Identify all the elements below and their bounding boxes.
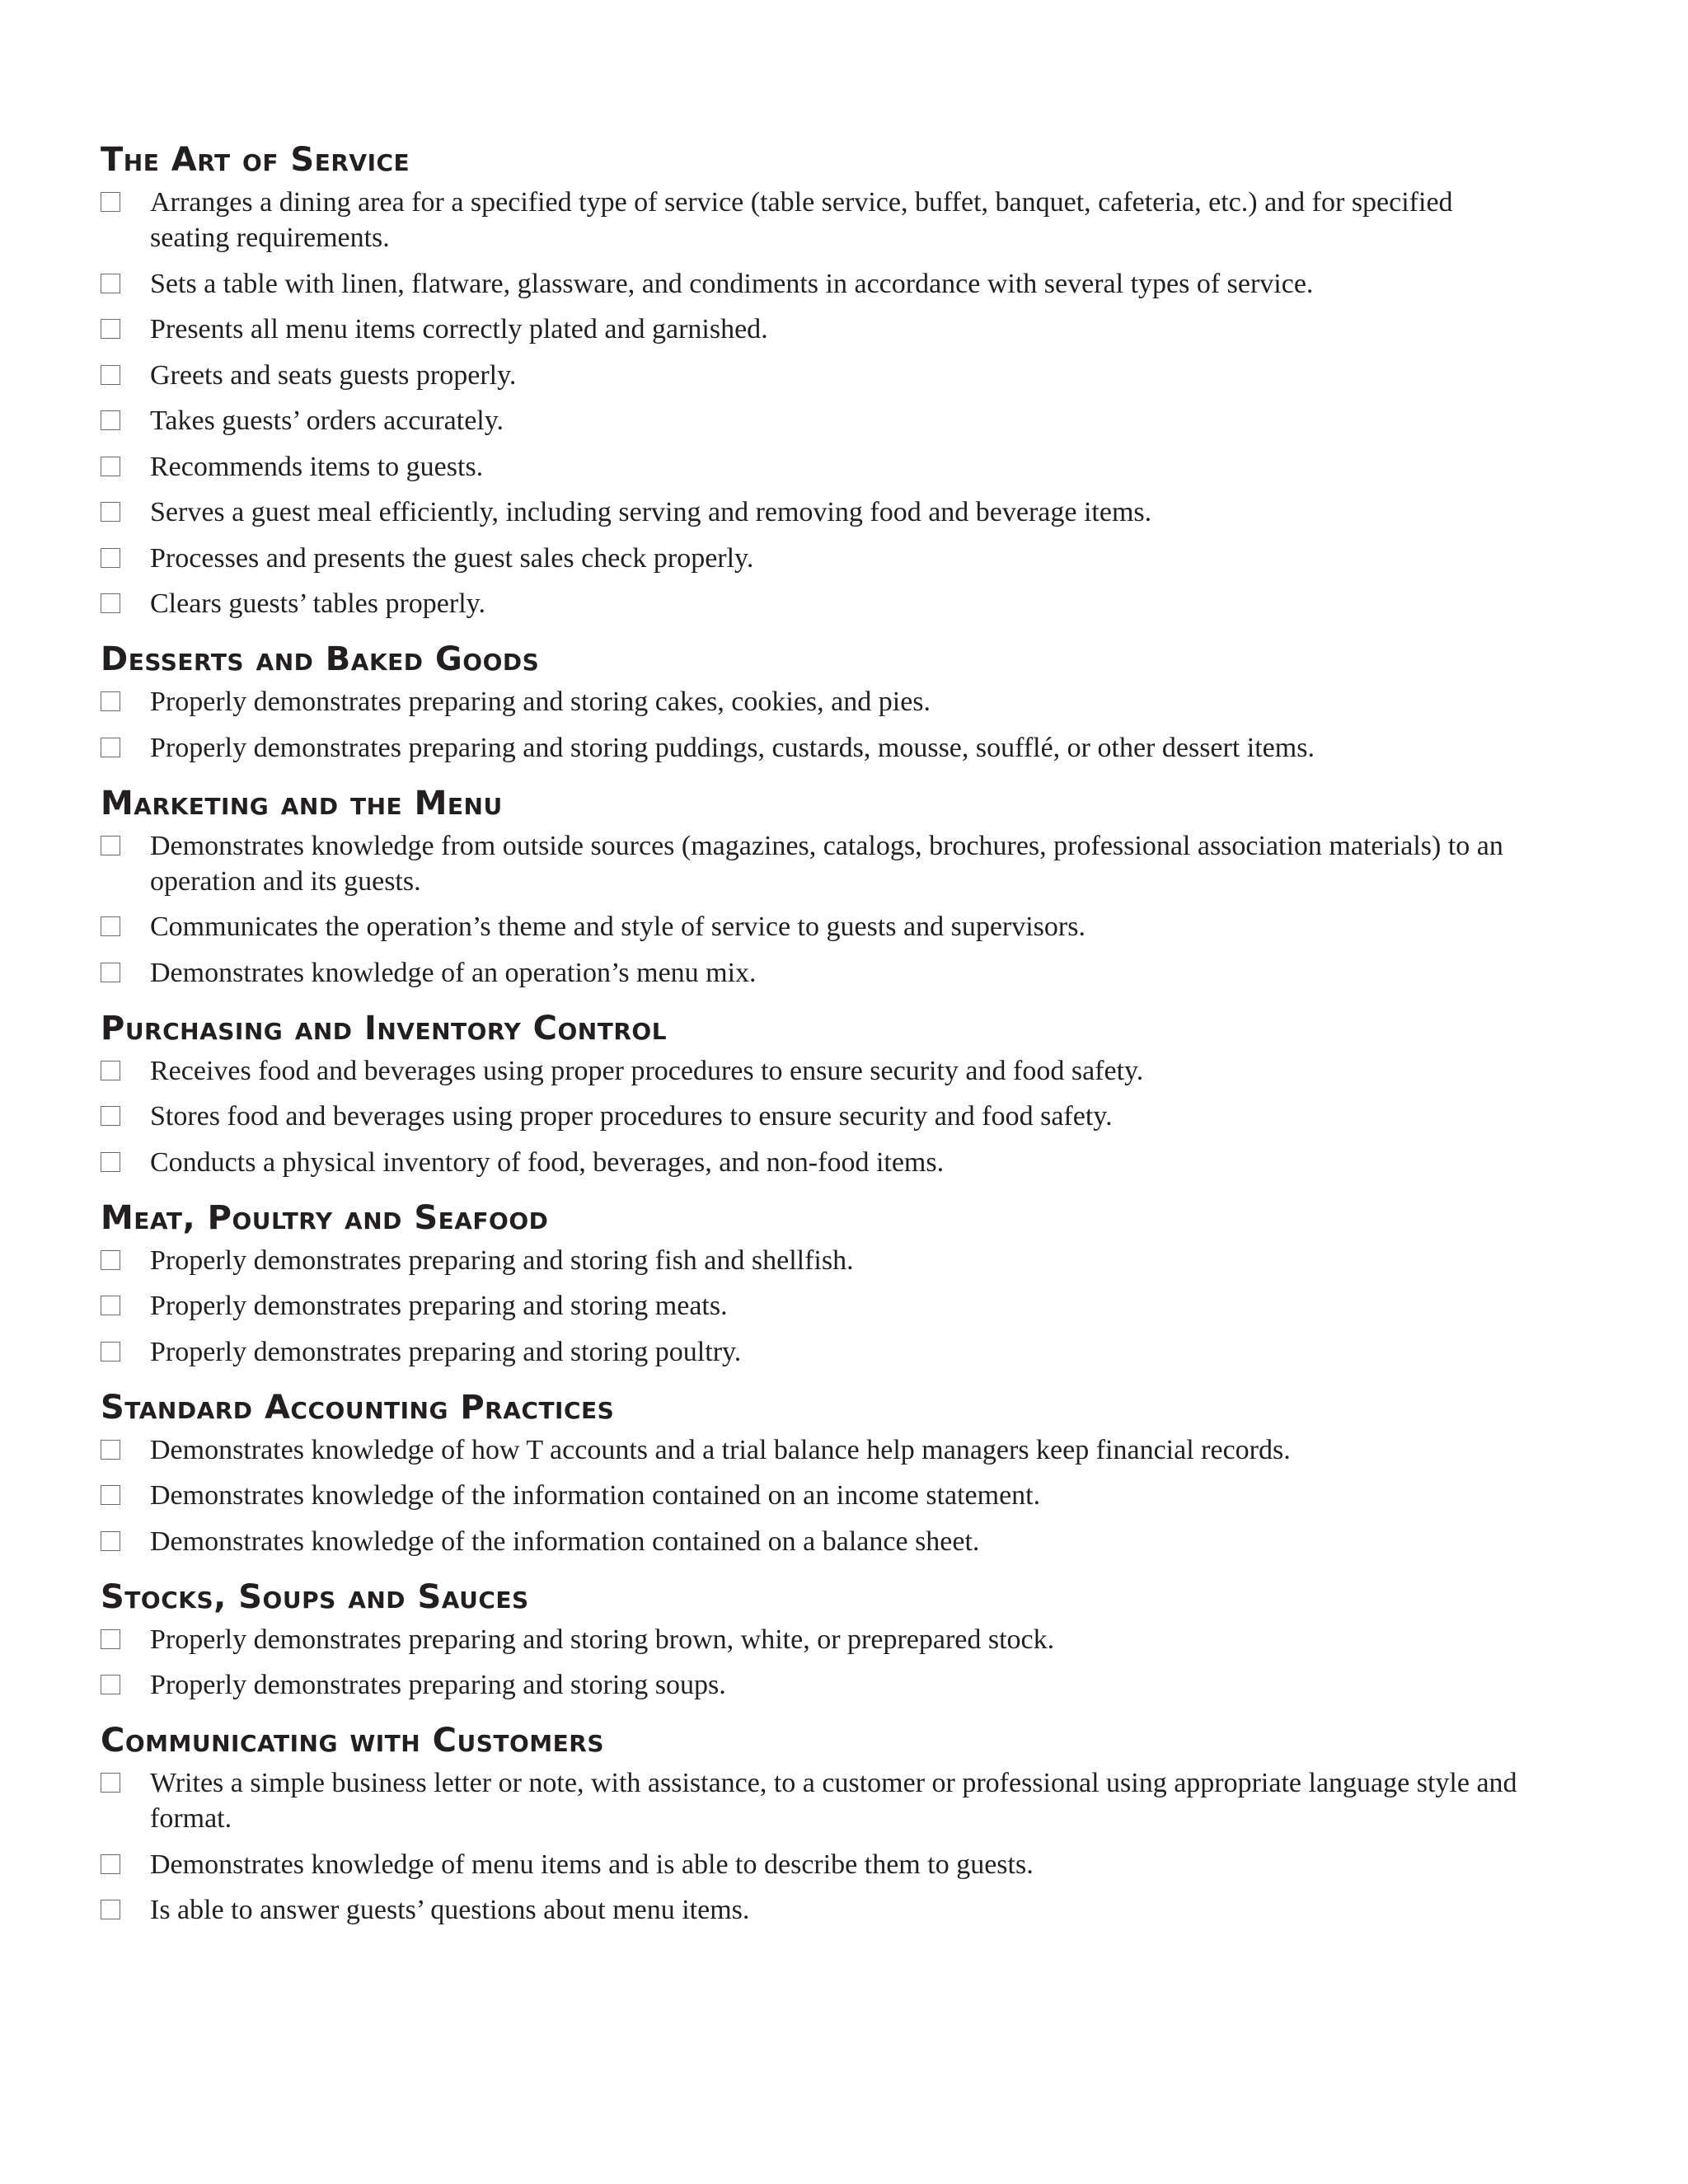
checklist-section (101, 1721, 1535, 1928)
checkbox[interactable] (101, 1440, 120, 1460)
checklist-item-text: Properly demonstrates preparing and storing brown, white, or preprepared stock. (150, 1624, 1055, 1655)
checklist-section (101, 1198, 1535, 1370)
checklist-item-text: Takes guests’ orders accurately. (150, 405, 504, 436)
checklist-item-text: Demonstrates knowledge of menu items and is able to describe them to guests. (150, 1849, 1034, 1880)
section-heading: The Art of Service (101, 141, 410, 179)
checklist-item (101, 586, 1535, 621)
checklist-item (101, 403, 1535, 438)
checkbox[interactable] (101, 1342, 120, 1361)
checklist-section (101, 1388, 1535, 1559)
checklist-item-text: Arranges a dining area for a specified type of service (table service, buffet, banquet, cafeteria, etc.) and for specified seating requirements. (150, 187, 1453, 253)
checklist-item (101, 1288, 1535, 1324)
checklist-items (101, 1053, 1535, 1180)
checkbox[interactable] (101, 319, 120, 339)
checklist-items (101, 185, 1535, 621)
checklist-item (101, 541, 1535, 576)
checklist-item-text: Processes and presents the guest sales check properly. (150, 542, 754, 574)
checklist-item-text: Demonstrates knowledge of an operation’s menu mix. (150, 957, 757, 988)
checklist-item (101, 1432, 1535, 1468)
checklist-section (101, 640, 1535, 766)
checkbox[interactable] (101, 1900, 120, 1919)
checkbox[interactable] (101, 593, 120, 613)
checklist-item-text: Properly demonstrates preparing and storing fish and shellfish. (150, 1244, 854, 1276)
checklist-item (101, 185, 1535, 255)
checkbox[interactable] (101, 1675, 120, 1694)
checkbox[interactable] (101, 1296, 120, 1315)
section-heading: Communicating with Customers (101, 1722, 605, 1760)
checklist-item-text: Stores food and beverages using proper procedures to ensure security and food safety. (150, 1101, 1113, 1132)
checklist-item (101, 1524, 1535, 1559)
checklist-item (101, 266, 1535, 302)
checklist-item-text: Properly demonstrates preparing and storing cakes, cookies, and pies. (150, 687, 931, 717)
checklist-item (101, 955, 1535, 991)
checklist-section (101, 784, 1535, 991)
checkbox[interactable] (101, 691, 120, 711)
checklist-item (101, 494, 1535, 530)
checklist-item (101, 1243, 1535, 1278)
checklist-item (101, 1478, 1535, 1513)
checklist-item (101, 312, 1535, 347)
checklist-items (101, 828, 1535, 991)
checklist-item (101, 1892, 1535, 1928)
checklist-section (101, 1009, 1535, 1180)
checkbox[interactable] (101, 410, 120, 430)
checklist-item (101, 1765, 1535, 1836)
checklist-item (101, 1053, 1535, 1089)
checklist-item (101, 1622, 1535, 1657)
checklist-item-text: Demonstrates knowledge of the information contained on a balance sheet. (150, 1526, 980, 1557)
checkbox[interactable] (101, 365, 120, 385)
checklist-item (101, 1334, 1535, 1370)
checklist-items (101, 1432, 1535, 1559)
checkbox[interactable] (101, 548, 120, 568)
checkbox[interactable] (101, 738, 120, 757)
checkbox[interactable] (101, 1854, 120, 1874)
checkbox[interactable] (101, 1250, 120, 1270)
checkbox[interactable] (101, 1773, 120, 1793)
checkbox[interactable] (101, 502, 120, 522)
checklist-item-text: Receives food and beverages using proper procedures to ensure security and food safety. (150, 1055, 1144, 1086)
checklist-item (101, 909, 1535, 944)
checklist-item-text: Demonstrates knowledge of the information contained on an income statement. (150, 1480, 1041, 1511)
checklist-item-text: Serves a guest meal efficiently, including serving and removing food and beverage items. (150, 497, 1152, 527)
checkbox[interactable] (101, 457, 120, 476)
section-heading: Stocks, Soups and Sauces (101, 1577, 529, 1616)
checklist-item-text: Clears guests’ tables properly. (150, 588, 485, 619)
checklist-item-text: Properly demonstrates preparing and storing soups. (150, 1670, 726, 1700)
checklist-items (101, 684, 1535, 766)
checklist-section (101, 140, 1535, 621)
checklist-item (101, 1145, 1535, 1180)
checkbox[interactable] (101, 836, 120, 855)
checklist-item-text: Properly demonstrates preparing and storing poultry. (150, 1336, 742, 1367)
checkbox[interactable] (101, 1485, 120, 1505)
checklist-item-text: Writes a simple business letter or note, with assistance, to a customer or professional using appropriate language style and format. (150, 1768, 1517, 1834)
checklist-item-text: Recommends items to guests. (150, 451, 484, 482)
checkbox[interactable] (101, 1152, 120, 1172)
checklist-item-text: Demonstrates knowledge from outside sources (magazines, catalogs, brochures, professional association materials) to an operation and its guests. (150, 830, 1503, 897)
checkbox[interactable] (101, 192, 120, 212)
checklist-items (101, 1243, 1535, 1370)
checklist-page (101, 140, 1535, 1928)
checklist-item (101, 828, 1535, 899)
checklist-item-text: Greets and seats guests properly. (150, 359, 517, 391)
section-heading: Meat, Poultry and Seafood (101, 1198, 549, 1237)
checklist-item-text: Communicates the operation’s theme and style of service to guests and supervisors. (150, 912, 1085, 942)
checkbox[interactable] (101, 963, 120, 982)
section-heading: Standard Accounting Practices (101, 1388, 615, 1427)
checklist-item-text: Sets a table with linen, flatware, glassware, and condiments in accordance with several types of service. (150, 268, 1314, 299)
checkbox[interactable] (101, 1106, 120, 1126)
checklist-item-text: Presents all menu items correctly plated and garnished. (150, 314, 768, 344)
checklist-item-text: Properly demonstrates preparing and storing puddings, custards, mousse, soufflé, or other dessert items. (150, 732, 1315, 763)
checkbox[interactable] (101, 916, 120, 936)
checklist-item-text: Is able to answer guests’ questions about menu items. (150, 1895, 750, 1925)
section-heading: Marketing and the Menu (101, 784, 503, 823)
checkbox[interactable] (101, 274, 120, 293)
checklist-item (101, 358, 1535, 393)
checklist-item (101, 1667, 1535, 1703)
checklist-item-text: Conducts a physical inventory of food, beverages, and non-food items. (150, 1146, 945, 1178)
checklist-items (101, 1622, 1535, 1704)
checklist-item (101, 1847, 1535, 1882)
section-heading: Desserts and Baked Goods (101, 640, 540, 678)
checklist-item (101, 449, 1535, 485)
checklist-item (101, 730, 1535, 766)
checklist-item-text: Demonstrates knowledge of how T accounts and a trial balance help managers keep financial records. (150, 1434, 1291, 1465)
checkbox[interactable] (101, 1061, 120, 1080)
checklist-section (101, 1577, 1535, 1704)
checklist-item-text: Properly demonstrates preparing and storing meats. (150, 1291, 728, 1321)
checkbox[interactable] (101, 1629, 120, 1649)
checklist-item (101, 684, 1535, 719)
checklist-items (101, 1765, 1535, 1928)
checklist-item (101, 1099, 1535, 1134)
section-heading: Purchasing and Inventory Control (101, 1009, 668, 1047)
checkbox[interactable] (101, 1531, 120, 1551)
